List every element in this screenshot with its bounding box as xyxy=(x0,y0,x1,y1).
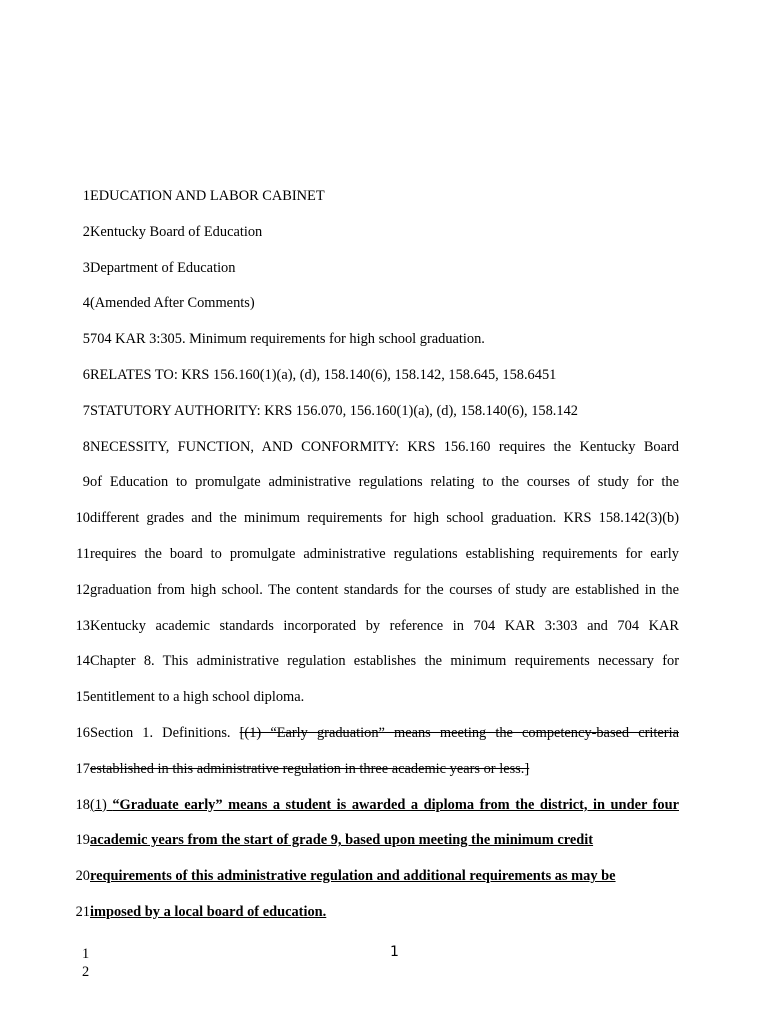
line-number: 21 xyxy=(75,903,90,920)
line-10 xyxy=(0,508,770,544)
footer-line-numbers xyxy=(82,945,89,981)
line-number: 7 xyxy=(82,402,90,419)
footer-line-number: 2 xyxy=(82,964,90,980)
line-12 xyxy=(0,580,770,616)
line-number: 4 xyxy=(82,295,90,312)
page-number: 1 xyxy=(390,944,399,960)
document-body xyxy=(0,186,770,938)
line-16 xyxy=(0,723,770,759)
line-8 xyxy=(0,437,770,473)
line-text: Kentucky academic standards incorporated by reference in 704 KAR 3:303 and 704 KAR xyxy=(90,617,679,634)
line-6 xyxy=(0,365,770,401)
line-21 xyxy=(0,902,770,938)
line-number: 9 xyxy=(82,474,90,491)
line-number: 18 xyxy=(75,796,90,813)
line-text: (Amended After Comments) xyxy=(90,295,255,312)
line-14 xyxy=(0,651,770,687)
line-text: EDUCATION AND LABOR CABINET xyxy=(90,188,325,204)
line-text: RELATES TO: KRS 156.160(1)(a), (d), 158.140(6), 158.142, 158.645, 158.6451 xyxy=(90,366,557,383)
line-5 xyxy=(0,329,770,365)
line-text: of Education to promulgate administrative regulations relating to the courses of study for the xyxy=(90,474,679,491)
line-20 xyxy=(0,866,770,902)
line-11 xyxy=(0,544,770,580)
line-number: 2 xyxy=(82,223,90,240)
line-number: 3 xyxy=(82,259,90,276)
line-number: 14 xyxy=(75,653,90,670)
line-number: 10 xyxy=(75,510,90,527)
line-number: 6 xyxy=(82,366,90,383)
line-text xyxy=(90,830,679,850)
line-number: 1 xyxy=(82,188,90,204)
line-number: 12 xyxy=(75,581,90,598)
inserted-text: requirements of this administrative regulation and additional requirements as may be xyxy=(90,868,616,885)
line-number: 20 xyxy=(75,868,90,885)
line-1 xyxy=(0,186,770,222)
line-text: different grades and the minimum requirements for high school graduation. KRS 158.142(3)(b) xyxy=(90,510,679,527)
line-number: 15 xyxy=(75,689,90,706)
line-text xyxy=(90,759,679,779)
deleted-text: [(1) “Early graduation” means meeting the competency-based criteria xyxy=(239,724,679,741)
line-7 xyxy=(0,401,770,437)
line-number: 13 xyxy=(75,617,90,634)
deleted-text: established in this administrative regulation in three academic years or less.] xyxy=(90,760,530,777)
line-9 xyxy=(0,472,770,508)
line-number: 19 xyxy=(75,832,90,849)
line-text: requires the board to promulgate administrative regulations establishing requirements for early xyxy=(90,545,679,562)
line-text: entitlement to a high school diploma. xyxy=(90,689,305,706)
inserted-text: imposed by a local board of education. xyxy=(90,903,327,920)
line-15 xyxy=(0,687,770,723)
inserted-number: (1) xyxy=(90,796,113,813)
line-number: 8 xyxy=(82,438,90,455)
line-text: NECESSITY, FUNCTION, AND CONFORMITY: KRS 156.160 requires the Kentucky Board xyxy=(90,438,679,455)
section-heading: Section 1. Definitions. xyxy=(90,724,240,741)
line-2 xyxy=(0,222,770,258)
line-number: 5 xyxy=(82,331,90,348)
line-19 xyxy=(0,830,770,866)
line-text: Kentucky Board of Education xyxy=(90,223,263,240)
line-4 xyxy=(0,293,770,329)
line-text xyxy=(90,723,679,743)
line-text: graduation from high school. The content standards for the courses of study are established in the xyxy=(90,581,679,598)
line-17 xyxy=(0,759,770,795)
footer-line-number: 1 xyxy=(82,946,90,962)
line-text xyxy=(90,866,679,886)
inserted-text: academic years from the start of grade 9, based upon meeting the minimum credit xyxy=(90,832,594,849)
line-text: 704 KAR 3:305. Minimum requirements for high school graduation. xyxy=(90,331,485,348)
line-number: 16 xyxy=(75,724,90,741)
line-text: Chapter 8. This administrative regulation establishes the minimum requirements necessary for xyxy=(90,653,679,670)
line-18 xyxy=(0,795,770,831)
line-number: 11 xyxy=(76,545,90,562)
line-number: 17 xyxy=(75,760,90,777)
inserted-text: “Graduate early” means a student is awarded a diploma from the district, in under four xyxy=(112,796,679,813)
line-text xyxy=(90,902,679,922)
line-3 xyxy=(0,258,770,294)
line-13 xyxy=(0,616,770,652)
line-text: Department of Education xyxy=(90,259,236,276)
line-text xyxy=(90,795,679,815)
line-text: STATUTORY AUTHORITY: KRS 156.070, 156.160(1)(a), (d), 158.140(6), 158.142 xyxy=(90,402,578,419)
